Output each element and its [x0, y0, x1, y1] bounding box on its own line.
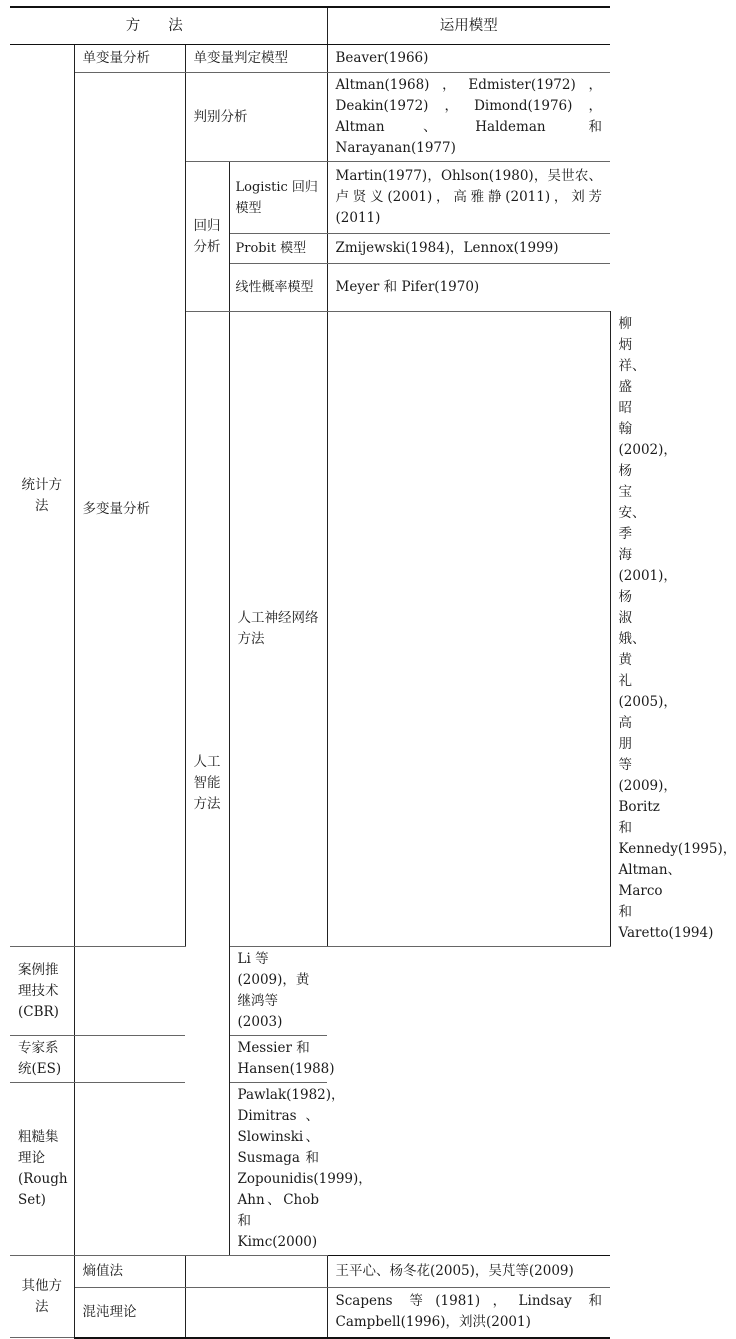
refs-univariate: Beaver(1966) — [327, 45, 610, 73]
model-univariate: 单变量判定模型 — [185, 45, 327, 73]
method-univariate: 单变量分析 — [74, 45, 185, 73]
submodel-linear: 线性概率模型 — [229, 264, 327, 312]
model-regression: 回归分析 — [185, 162, 229, 312]
method-cbr: 案例推理技术(CBR) — [10, 947, 74, 1036]
refs-probit: Zmijewski(1984)，Lennox(1999) — [327, 234, 610, 264]
model-es-empty — [74, 1036, 229, 1083]
refs-linear: Meyer 和 Pifer(1970) — [327, 264, 610, 312]
table-row — [10, 1256, 610, 1288]
category-stat: 统计方法 — [10, 45, 74, 947]
model-rough-empty — [74, 1083, 229, 1256]
model-cbr-empty — [74, 947, 229, 1036]
method-es: 专家系统(ES) — [10, 1036, 74, 1083]
method-multivariate: 多变量分析 — [74, 73, 185, 947]
model-ann-empty — [327, 312, 610, 947]
table-row: 人工智能方法 人工神经网络方法 柳炳祥、盛昭翰(2002)，杨宝安、季海(2001)，杨淑娥、黄礼(2005)，高朋等(2009)，Boritz 和 Kennedy(1995)，Altman、Marco 和 Varetto(1994) — [10, 312, 610, 947]
table-row — [10, 1083, 610, 1256]
method-entropy: 熵值法 — [74, 1256, 185, 1288]
category-other: 其他方法 — [10, 1256, 74, 1338]
header-row — [10, 7, 610, 45]
model-entropy-empty — [185, 1256, 327, 1288]
submodel-probit: Probit 模型 — [229, 234, 327, 264]
table-row — [10, 45, 610, 73]
model-discriminant: 判别分析 — [185, 73, 327, 162]
refs-logistic: Martin(1977)，Ohlson(1980)，吴世农、卢贤义(2001)，高雅静(2011)，刘芳(2011) — [327, 162, 610, 234]
table-row — [10, 73, 610, 162]
method-chaos: 混沌理论 — [74, 1288, 185, 1338]
refs-es: Messier 和 Hansen(1988) — [229, 1036, 327, 1083]
table-row — [10, 947, 610, 1036]
table-row — [10, 1036, 610, 1083]
refs-discriminant: Altman(1968)，Edmister(1972)，Deakin(1972)，Dimond(1976)，Altman、Haldeman 和 Narayanan(1977) — [327, 73, 610, 162]
methods-table — [10, 6, 736, 1339]
header-method: 方法 — [10, 7, 327, 45]
method-rough: 粗糙集理论(Rough Set) — [10, 1083, 74, 1256]
refs-cbr: Li 等(2009)，黄继鸿等(2003) — [229, 947, 327, 1036]
refs-rough: Pawlak(1982)，Dimitras、Slowinski、Susmaga 和 Zopounidis(1999)，Ahn、Chob 和 Kimc(2000) — [229, 1083, 327, 1256]
submodel-logistic: Logistic 回归模型 — [229, 162, 327, 234]
category-ai: 人工智能方法 — [185, 312, 229, 1256]
table-row — [10, 1288, 610, 1338]
refs-chaos: Scapens 等(1981)，Lindsay 和 Campbell(1996)，刘洪(2001) — [327, 1288, 610, 1338]
model-chaos-empty — [185, 1288, 327, 1338]
header-model: 运用模型 — [327, 7, 610, 45]
refs-entropy: 王平心、杨冬花(2005)，吴芃等(2009) — [327, 1256, 610, 1288]
method-ann: 人工神经网络方法 — [229, 312, 327, 947]
